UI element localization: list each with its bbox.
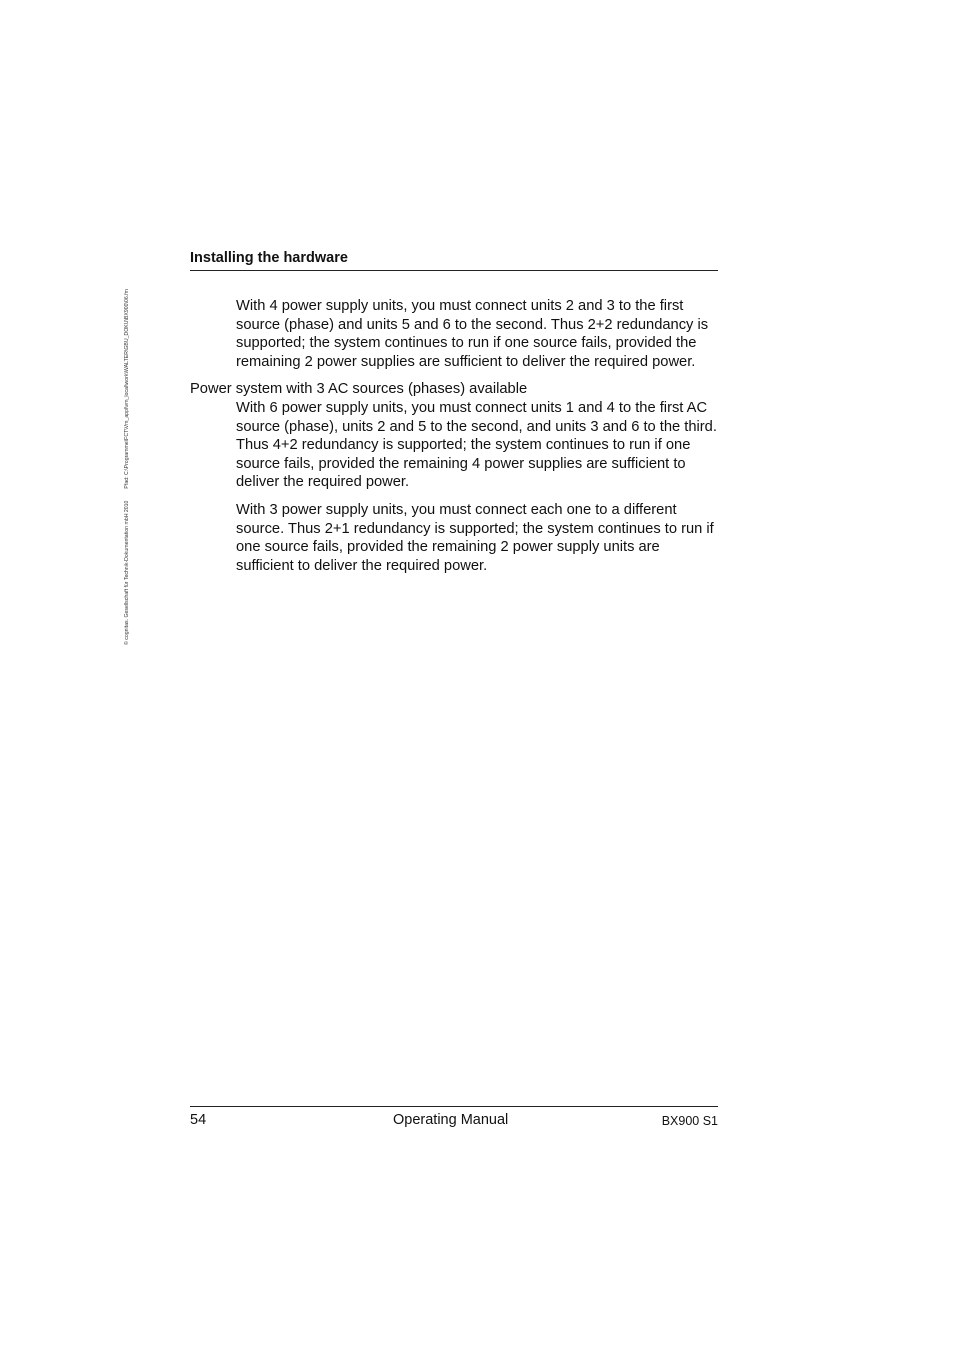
page-footer: [190, 1106, 718, 1131]
page-content: [190, 297, 718, 584]
paragraph-four-psu: With 4 power supply units, you must connect units 2 and 3 to the first source (phase) and units 5 and 6 to the second. Thus 2+2 redundancy is supported; the system continues to run if one source fails, provided the remaining 2 power supplies are sufficient to deliver the required power.: [236, 298, 709, 370]
paragraph-six-psu: With 6 power supply units, you must connect units 1 and 4 to the first AC source (phase), units 2 and 5 to the second, and units 3 and 6 to the third. Thus 4+2 redundancy is supported; the system continues to run if one source fails, provided the remaining 4 power supplies are sufficient to deliver the required power.: [236, 399, 717, 491]
page-header: [190, 248, 718, 271]
copyright-note: © cognitas. Gesellschaft für Technik-Dokumentation mbH 2010: [124, 500, 130, 645]
page-title: Installing the hardware: [190, 250, 348, 266]
paragraph-three-psu: With 3 power supply units, you must connect each one to a different source. Thus 2+1 redundancy is supported; the system continues to run if one source fails, provided the remaining 2 power supply units are sufficient to deliver the required power.: [236, 501, 714, 574]
side-margin-note: [121, 235, 133, 645]
manual-title: Operating Manual: [393, 1112, 509, 1128]
section-heading-three-ac: Power system with 3 AC sources (phases) available: [190, 381, 528, 398]
page-number: 54: [190, 1112, 207, 1128]
product-name: BX900 S1: [661, 1114, 718, 1128]
file-path-note: Pfad: C:\Programme\FCT\Vm_appl\vm_local\work\WALTER\GBU_DOKU\BX900\06.fm: [124, 289, 130, 489]
